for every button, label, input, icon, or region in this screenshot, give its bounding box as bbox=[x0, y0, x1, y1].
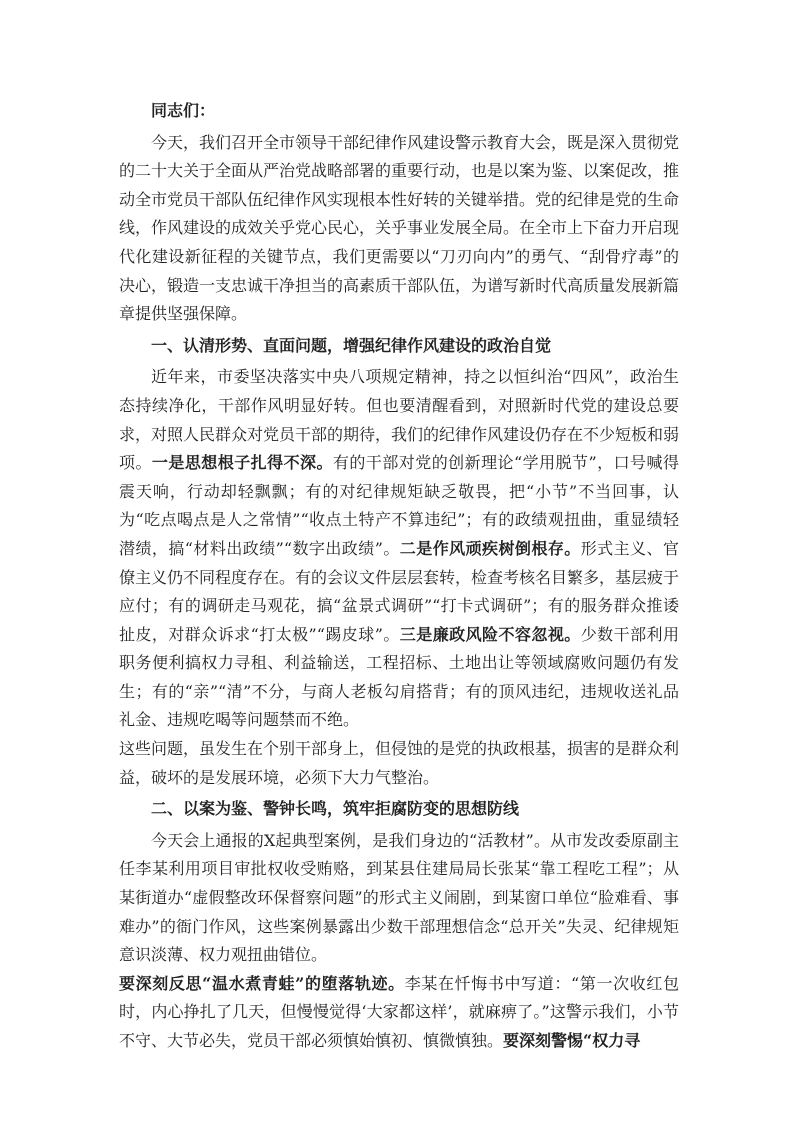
section2-point1-title: 要深刻反思“温水煮青蛙”的堕落轨迹。 bbox=[119, 973, 405, 993]
section2-points-paragraph bbox=[119, 970, 679, 1056]
section1-point2-title: 二是作风顽疾树倒根存。 bbox=[399, 538, 581, 558]
section1-heading: 一、认清形势、直面问题，增强纪律作风建设的政治自觉 bbox=[151, 335, 552, 355]
section1-paragraph bbox=[119, 363, 679, 735]
salutation: 同志们： bbox=[151, 101, 216, 120]
section1-summary: 这些问题，虽发生在个别干部身上，但侵蚀的是党的执政根基，损害的是群众利益，破坏的是发展环境，必须下大力气整治。 bbox=[119, 739, 680, 787]
section1-point3-text: 少数干部利用职务便利搞权力寻租、利益输送，工程招标、土地出让等领域腐败问题仍有发生；有的“亲”“清”不分，与商人老板勾肩搭背；有的顶风违纪，违规收送礼品礼金、违规吃喝等问题禁而不绝。 bbox=[119, 624, 679, 730]
section2-point2-title: 要深刻警惕“权力寻 bbox=[503, 1031, 641, 1050]
section2-point1-text: 李某在忏悔书中写道：“第一次收红包时，内心挣扎了几天，但慢慢觉得‘大家都这样’，就麻痹了。”这警示我们，小节不守、大节必失，党员干部必须慎始慎初、慎微慎独。 bbox=[119, 973, 679, 1050]
section2-paragraph: 今天会上通报的X起典型案例，是我们身边的“活教材”。从市发改委原副主任李某利用项目审批权收受贿赂，到某县住建局局长张某“靠工程吃工程”；从某街道办“虚假整改环保督察问题”的形式主义闹剧，到某窗口单位“脸难看、事难办”的衙门作风，这些案例暴露出少数干部理想信念“总开关”失灵、纪律规矩意识淡薄、权力观扭曲错位。 bbox=[119, 830, 679, 965]
intro-paragraph: 今天，我们召开全市领导干部纪律作风建设警示教育大会，既是深入贯彻党的二十大关于全面从严治党战略部署的重要行动，也是以案为鉴、以案促改，推动全市党员干部队伍纪律作风实现根本性好转的关键举措。党的纪律是党的生命线，作风建设的成效关乎党心民心，关乎事业发展全局。在全市上下奋力开启现代化建设新征程的关键节点，我们更需要以“刀刃向内”的勇气、“刮骨疗毒”的决心，锻造一支忠诚干净担当的高素质干部队伍，为谱写新时代高质量发展新篇章提供坚强保障。 bbox=[119, 132, 680, 324]
section1-intro-text: 近年来，市委坚决落实中央八项规定精神，持之以恒纠治“四风”，政治生态持续净化，干部作风明显好转。但也要清醒看到，对照新时代党的建设总要求，对照人民群众对党员干部的期待，我们的纪律作风建设仍存在不少短板和弱项。 bbox=[119, 367, 680, 473]
section1-point2-text: 形式主义、官僚主义仍不同程度存在。有的会议文件层层套转，检查考核名目繁多，基层疲于应付；有的调研走马观花，搞“盆景式调研”“打卡式调研”；有的服务群众推诿扯皮，对群众诉求“打太极”“踢皮球”。 bbox=[119, 538, 680, 644]
section1-point3-title: 三是廉政风险不容忽视。 bbox=[399, 624, 581, 644]
section1-point1-text: 有的干部对党的创新理论“学用脱节”，口号喊得震天响，行动却轻飘飘；有的对纪律规矩缺乏敬畏，把“小节”不当回事，认为“吃点喝点是人之常情”“收点土特产不算违纪”；有的政绩观扭曲，重显绩轻潜绩，搞“材料出政绩”“数字出政绩”。 bbox=[119, 453, 679, 558]
section1-point1-title: 一是思想根子扎得不深。 bbox=[151, 453, 333, 473]
section2-heading: 二、以案为鉴、警钟长鸣，筑牢拒腐防变的思想防线 bbox=[151, 799, 520, 819]
